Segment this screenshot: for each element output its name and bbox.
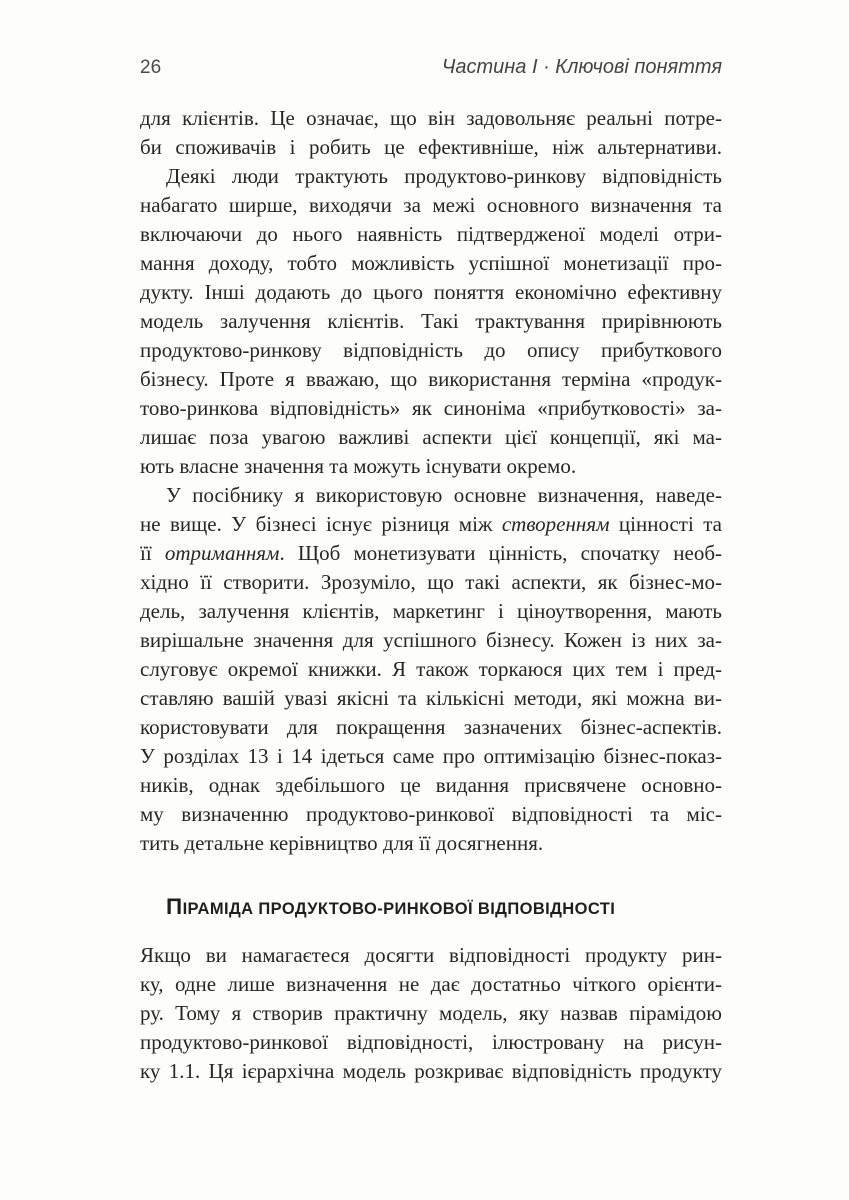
text-line: му визначенню продуктово-ринкової відповідності та міс- bbox=[140, 802, 722, 826]
text-line: ру. Тому я створив практичну модель, яку назвав пірамідою bbox=[140, 1001, 722, 1025]
running-title: Частина I · Ключові поняття bbox=[441, 56, 722, 78]
text-line: дукту. Інші додають до цього поняття економічно ефективну bbox=[140, 280, 722, 304]
text-line: користовувати для покращення зазначених бізнес-аспектів. bbox=[140, 715, 722, 739]
text-line: У посібнику я використовую основне визначення, наведе- bbox=[166, 483, 722, 507]
text-line: набагато ширше, виходячи за межі основного визначення та bbox=[140, 193, 722, 217]
text-line: не вище. У бізнесі існує різниця між створенням цінності та bbox=[140, 512, 722, 536]
text-line: Деякі люди трактують продуктово-ринкову відповідність bbox=[166, 164, 722, 188]
page-header bbox=[140, 56, 722, 79]
text-line: ють власне значення та можуть існувати окремо. bbox=[140, 454, 577, 478]
text-line: модель залучення клієнтів. Такі трактування прирівнюють bbox=[140, 309, 722, 333]
text-line: тово-ринкова відповідність» як синоніма «прибутковості» за- bbox=[140, 396, 722, 420]
body-text-after-heading bbox=[140, 941, 722, 1086]
text-line: продуктово-ринкову відповідність до опису прибуткового bbox=[140, 338, 722, 362]
text-line: тить детальне керівництво для її досягнення. bbox=[140, 831, 544, 855]
text-line: хідно її створити. Зрозуміло, що такі аспекти, як бізнес-мо- bbox=[140, 570, 722, 594]
text-line: включаючи до нього наявність підтвердженої моделі отри- bbox=[140, 222, 722, 246]
text-line: для клієнтів. Це означає, що він задовольняє реальні потре- bbox=[140, 106, 722, 130]
text-line: ку, одне лише визначення не дає достатньо чіткого орієнти- bbox=[140, 972, 722, 996]
text-line: лишає поза увагою важливі аспекти цієї концепції, які ма- bbox=[140, 425, 722, 449]
text-line: би споживачів і робить це ефективніше, ніж альтернативи. bbox=[140, 135, 722, 159]
text-line: дель, залучення клієнтів, маркетинг і ціноутворення, мають bbox=[140, 599, 722, 623]
body-text-before-heading bbox=[140, 104, 722, 858]
text-line: її отриманням. Щоб монетизувати цінність, спочатку необ- bbox=[140, 541, 722, 565]
text-line: ставляю вашій увазі якісні та кількісні методи, які можна ви- bbox=[140, 686, 722, 710]
text-line: продуктово-ринкової відповідності, ілюстровану на рисун- bbox=[140, 1030, 722, 1054]
text-line: У розділах 13 і 14 ідеться саме про оптимізацію бізнес-показ- bbox=[140, 744, 722, 768]
text-line: ників, однак здебільшого це видання присвячене основно- bbox=[140, 773, 722, 797]
text-line: слуговує окремої книжки. Я також торкаюся цих тем і пред- bbox=[140, 657, 722, 681]
page-number: 26 bbox=[140, 57, 162, 78]
text-line: Якщо ви намагаєтеся досягти відповідності продукту рин- bbox=[140, 943, 722, 967]
text-line: ку 1.1. Ця ієрархічна модель розкриває відповідність продукту bbox=[140, 1059, 722, 1083]
section-heading: ПІРАМІДА ПРОДУКТОВО-РИНКОВОЇ ВІДПОВІДНОСТІ bbox=[166, 894, 616, 919]
text-line: мання доходу, тобто можливість успішної монетизації про- bbox=[140, 251, 722, 275]
text-line: вирішальне значення для успішного бізнесу. Кожен із них за- bbox=[140, 628, 722, 652]
text-line: бізнесу. Проте я вважаю, що використання терміна «продук- bbox=[140, 367, 722, 391]
